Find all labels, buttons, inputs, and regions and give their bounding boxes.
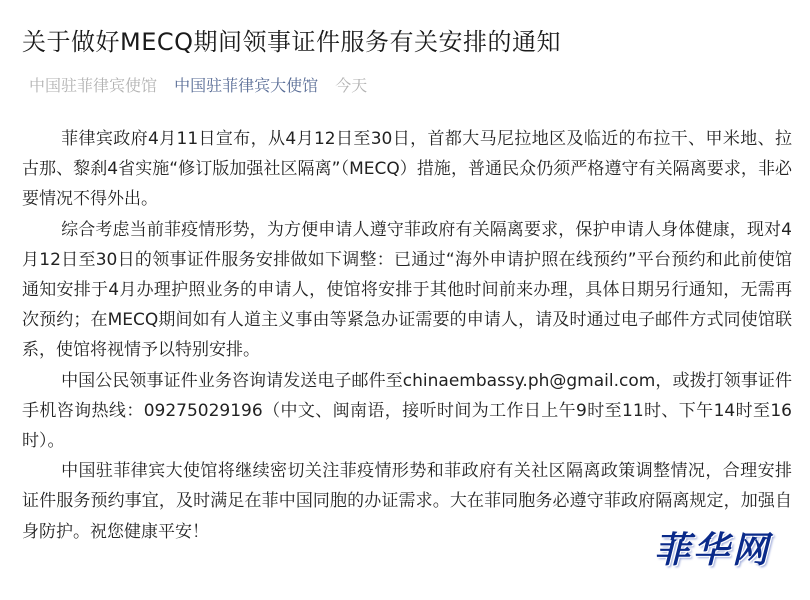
account-link[interactable]: 中国驻菲律宾大使馆 <box>174 76 319 95</box>
paragraph: 中国驻菲律宾大使馆将继续密切关注菲疫情形势和菲政府有关社区隔离政策调整情况，合理安排证件服务预约事宜，及时满足在菲中国同胞的办证需求。大在菲同胞务必遵守菲政府隔离规定，加强自身防护。祝您健康平安！ <box>22 461 792 542</box>
paragraph: 中国公民领事证件业务咨询请发送电子邮件至chinaembassy.ph@gmail.com，或拨打领事证件手机咨询热线：09275029196（中文、闽南语，接听时间为工作日上午9时至11时、下午14时至16时）。 <box>22 370 792 452</box>
watermark-logo <box>640 518 796 578</box>
paragraph: 菲律宾政府4月11日宣布，从4月12日至30日，首都大马尼拉地区及临近的布拉干、甲米地、拉古那、黎刹4省实施“修订版加强社区隔离”（MECQ）措施，普通民众仍须严格遵守有关隔离要求，非必要情况不得外出。 <box>22 129 792 210</box>
paragraph: 综合考虑当前菲疫情形势，为方便申请人遵守菲政府有关隔离要求，保护申请人身体健康，现对4月12日至30日的领事证件服务安排做如下调整：已通过“海外申请护照在线预约”平台预约和此前使馆通知安排于4月办理护照业务的申请人，使馆将安排于其他时间前来办理，具体日期另行通知，无需再次预约；在MECQ期间如有人道主义事由等紧急办证需要的申请人，请及时通过电子邮件方式同使馆联系，使馆将视情予以特别安排。 <box>22 219 792 361</box>
article-title: 关于做好MECQ期间领事证件服务有关安排的通知 <box>22 28 562 56</box>
author-name: 中国驻菲律宾使馆 <box>29 76 158 95</box>
article-body <box>22 124 792 547</box>
watermark-text: 菲华网 <box>654 529 772 571</box>
publish-date: 今天 <box>335 76 368 95</box>
article-meta <box>29 73 379 96</box>
